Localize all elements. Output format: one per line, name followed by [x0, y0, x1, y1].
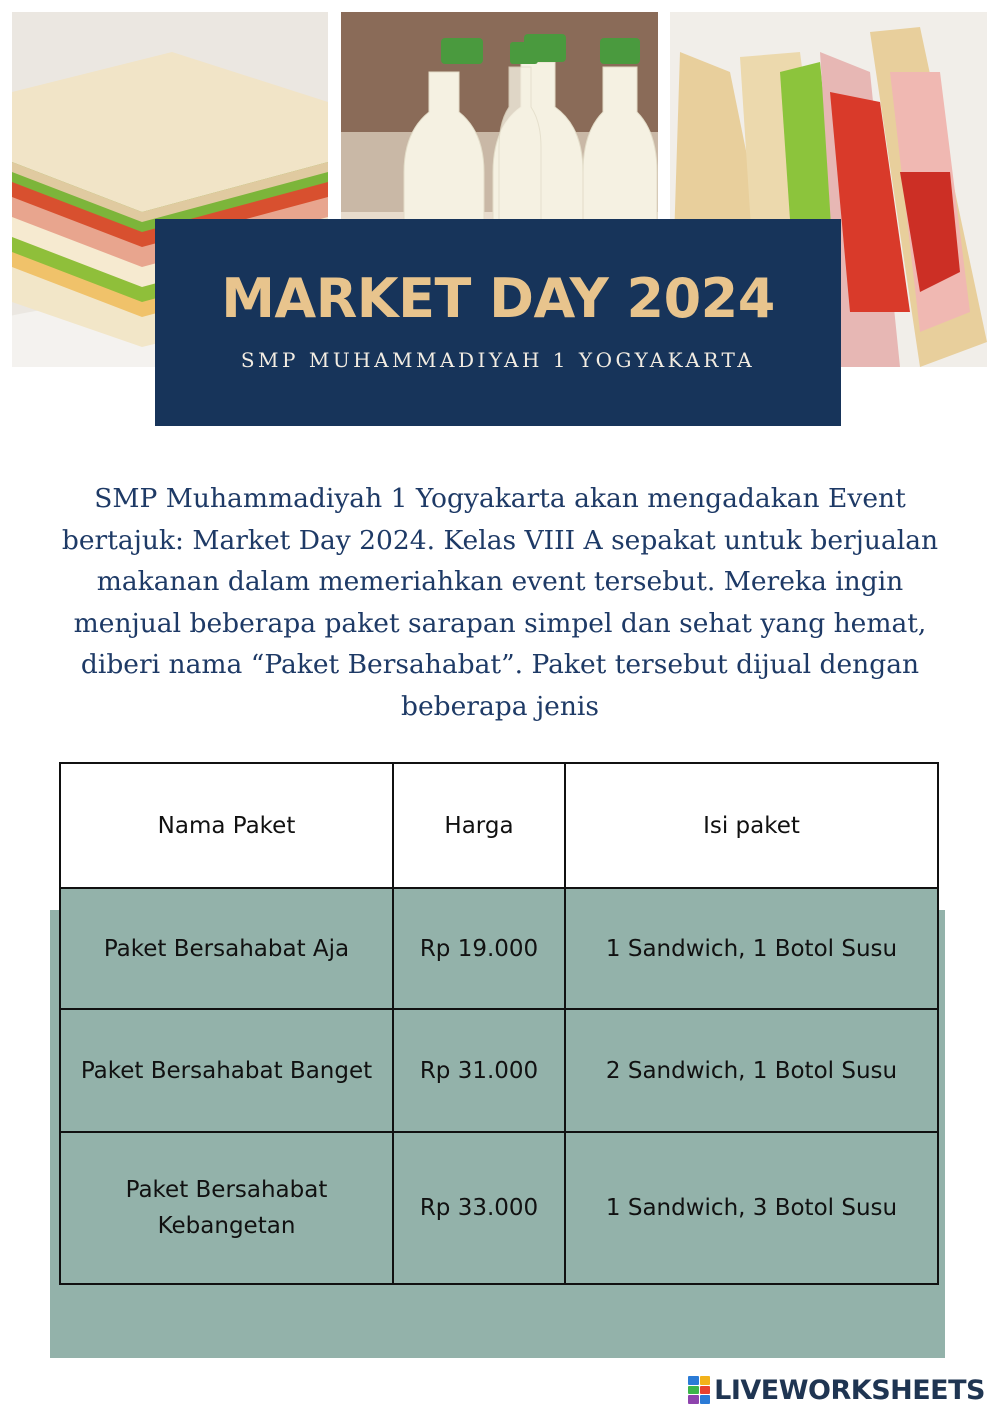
package-price: Rp 19.000	[393, 888, 565, 1009]
package-contents: 1 Sandwich, 1 Botol Susu	[565, 888, 938, 1009]
table-row	[60, 888, 938, 1009]
liveworksheets-logo-icon	[688, 1376, 710, 1404]
table-header-row	[60, 763, 938, 888]
liveworksheets-watermark	[688, 1372, 985, 1408]
header-nama-paket: Nama Paket	[60, 763, 393, 888]
package-price: Rp 31.000	[393, 1009, 565, 1132]
package-name: Paket Bersahabat Banget	[60, 1009, 393, 1132]
table-row	[60, 1009, 938, 1132]
intro-paragraph: SMP Muhammadiyah 1 Yogyakarta akan mengadakan Event bertajuk: Market Day 2024. Kelas VIII A sepakat untuk berjualan makanan dalam memeriahkan event tersebut. Mereka ingin menjual beberapa paket sarapan simpel dan sehat yang hemat, diberi nama “Paket Bersahabat”. Paket tersebut dijual dengan beberapa jenis	[61, 483, 939, 722]
header-harga: Harga	[393, 763, 565, 888]
package-name: Paket Bersahabat Aja	[60, 888, 393, 1009]
package-contents: 1 Sandwich, 3 Botol Susu	[565, 1132, 938, 1284]
package-table	[59, 762, 939, 1285]
header-isi-paket: Isi paket	[565, 763, 938, 888]
school-name: SMP MUHAMMADIYAH 1 YOGYAKARTA	[240, 348, 756, 372]
package-name: Paket Bersahabat Kebangetan	[60, 1132, 393, 1284]
title-banner	[155, 219, 841, 426]
page-title: MARKET DAY 2024	[221, 267, 775, 330]
table-row	[60, 1132, 938, 1284]
package-price: Rp 33.000	[393, 1132, 565, 1284]
package-contents: 2 Sandwich, 1 Botol Susu	[565, 1009, 938, 1132]
watermark-text: LIVEWORKSHEETS	[714, 1374, 985, 1406]
